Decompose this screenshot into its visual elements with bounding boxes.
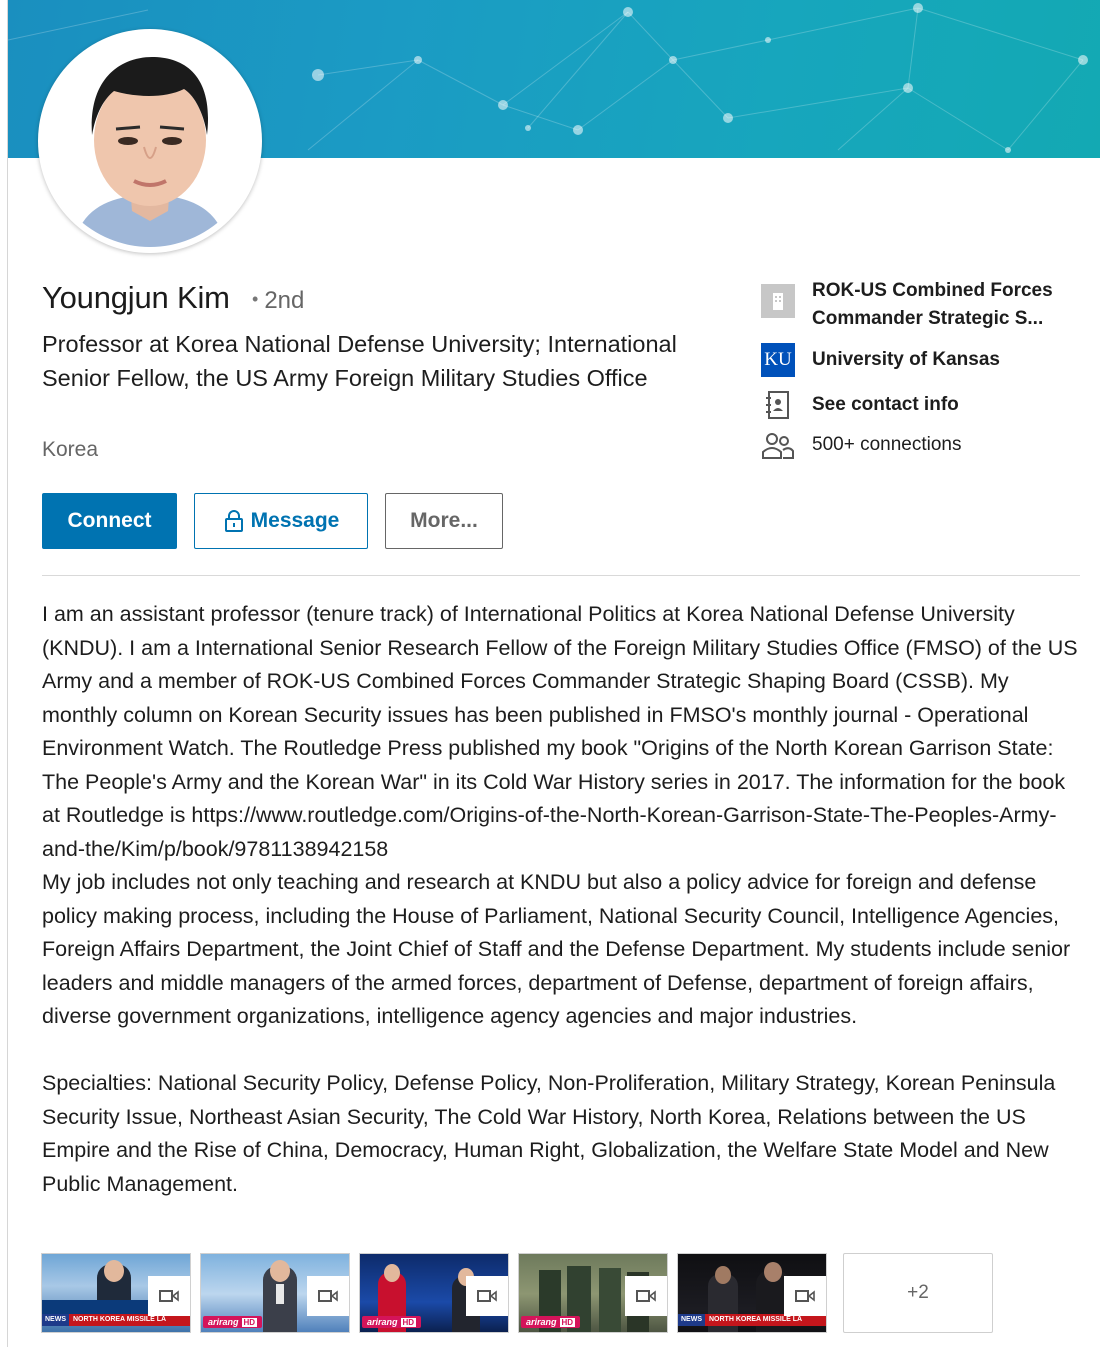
media-thumbnail[interactable] [41,1253,191,1333]
contact-info-label: See contact info [812,394,959,415]
media-thumbnail[interactable] [677,1253,827,1333]
media-thumbnail[interactable] [359,1253,509,1333]
profile-name: Youngjun Kim [42,280,230,315]
connections-count: 500+ connections [812,434,962,455]
profile-card [7,0,1100,1347]
school-name: University of Kansas [812,349,1000,370]
media-thumbnail[interactable] [518,1253,668,1333]
connection-degree [252,287,304,315]
section-divider [42,575,1080,576]
hd-label: HD [402,1318,415,1327]
media-thumbnail[interactable] [200,1253,350,1333]
address-book-icon [761,388,795,422]
degree-label: 2nd [264,287,305,314]
arirang-badge [521,1316,580,1328]
hd-label: HD [243,1318,256,1327]
video-camera-icon [625,1276,667,1316]
ticker-tag: NEWS [42,1314,69,1326]
connections-link[interactable] [761,428,962,462]
sidebar-item-school[interactable] [761,343,1000,377]
profile-photo[interactable] [38,29,262,253]
arirang-badge [362,1316,421,1328]
school-logo-text: KU [764,349,792,370]
hd-label: HD [561,1318,574,1327]
ticker-text: NORTH KOREA MISSILE LA [69,1314,191,1326]
company-name-line2: Commander Strategic S... [812,308,1044,329]
video-camera-icon [148,1276,190,1316]
avatar [44,35,256,247]
profile-location: Korea [42,438,99,461]
profile-summary: I am an assistant professor (tenure track) of International Politics at Korea National Defense University (KNDU). I am a International Senior Research Fellow of the Foreign Military Studies Office (FMSO) of the US Army and a member of ROK-US Combined Forces Commander Strategic Shaping Board (CSSB). My monthly column on Korean Security issues has been published in FMSO's monthly journal - Operational Environment Watch. The Routledge Press published my book "Origins of the North Korean Garrison State: The People's Army and the Korean War" in its Cold War History series in 2017. The information for the book at Routledge is https://www.routledge.com/Origins-of-the-North-Korean-Garrison-State-The-Peoples-Army-and-the/Kim/p/book/9781138942158 My job includes not only teaching and research at KNDU but also a policy advice for foreign and defense policy making process, including the House of Parliament, National Security Council, Intelligence Agencies, Foreign Affairs Department, the Joint Chief of Staff and the Defense Department. My students include senior leaders and middle managers of the armed forces, department of Defense, department of foreign affairs, diverse government organizations, intelligence agency agencies and major industries. Specialties: National Security Policy, Defense Policy, Non-Proliferation, Military Strategy, Korean Peninsula Security Issue, Northeast Asian Security, The Cold War History, North Korea, Relations between the US Empire and the Rise of China, Democracy, Human Right, Globalization, the Welfare State Model and New Public Management. [42,602,1078,1196]
lock-icon [223,509,245,533]
ticker-text: NORTH KOREA MISSILE LA [705,1314,827,1326]
profile-headline: Professor at Korea National Defense University; International Senior Fellow, the US Army Foreign Military Studies Office [42,331,677,391]
video-camera-icon [307,1276,349,1316]
arirang-label: arirang [526,1317,557,1327]
company-name [812,277,1053,333]
video-camera-icon [784,1276,826,1316]
sidebar-item-company[interactable] [761,280,1053,329]
company-logo-icon [761,284,795,318]
ticker-tag: NEWS [678,1314,705,1326]
degree-separator: • [252,289,259,309]
company-name-line1: ROK-US Combined Forces [812,280,1053,301]
contact-info-link[interactable] [761,388,959,422]
media-strip [41,1253,1001,1335]
video-camera-icon [466,1276,508,1316]
arirang-label: arirang [367,1317,398,1327]
people-icon [761,428,795,462]
message-button[interactable] [194,493,368,549]
arirang-label: arirang [208,1317,239,1327]
arirang-badge [203,1316,262,1328]
connect-button[interactable]: Connect [42,493,177,549]
school-logo-icon [761,343,795,377]
message-label: Message [250,509,340,532]
more-button[interactable]: More... [385,493,503,549]
more-media-button[interactable]: +2 [843,1253,993,1333]
